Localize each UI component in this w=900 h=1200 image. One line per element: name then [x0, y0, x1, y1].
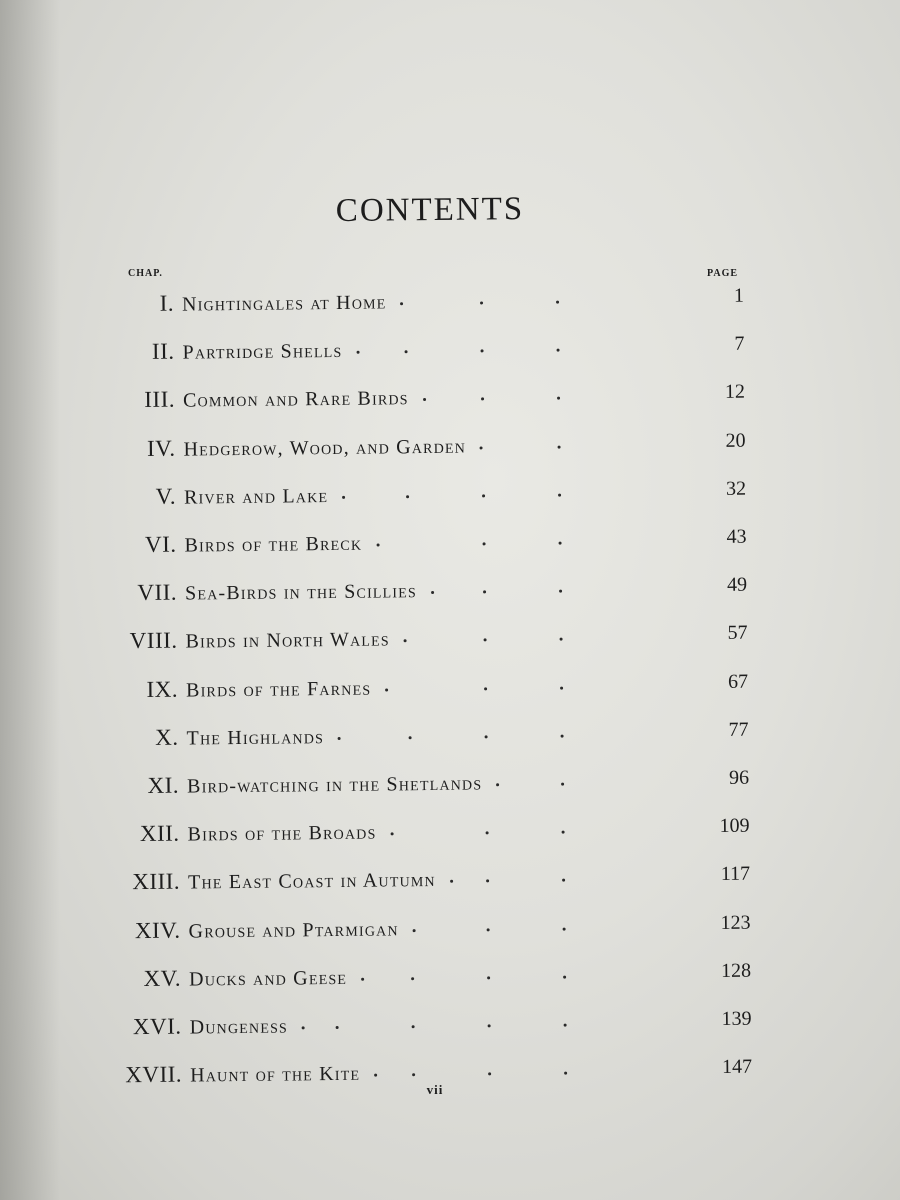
- leader-dot: [480, 446, 483, 449]
- toc-entry: [0, 717, 900, 766]
- leader-dot: [482, 494, 485, 497]
- leader-dot: [559, 590, 562, 593]
- chapter-numeral: XVI.: [132, 1013, 182, 1040]
- dot-leaders: [183, 382, 683, 417]
- leader-dot: [560, 638, 563, 641]
- leader-dot: [562, 831, 565, 834]
- toc-entry: [0, 283, 896, 332]
- chapter-numeral: II.: [151, 338, 175, 365]
- chapter-title: Ducks and Geese: [189, 966, 348, 991]
- leader-dot: [406, 495, 409, 498]
- toc-entry: [3, 1006, 900, 1055]
- leader-dot: [558, 493, 561, 496]
- leader-dot: [450, 880, 453, 883]
- dot-leaders: [189, 1008, 689, 1043]
- dot-leaders: [186, 719, 686, 754]
- page-number: 57: [727, 622, 748, 645]
- toc-entry: [1, 813, 900, 862]
- leader-dot: [486, 880, 489, 883]
- chapter-title: The East Coast in Autumn: [187, 869, 436, 894]
- page-number: 43: [726, 525, 747, 548]
- page-column-header: PAGE: [707, 268, 739, 279]
- chapter-numeral: XVII.: [125, 1061, 183, 1088]
- chapter-title: Birds of the Breck: [184, 532, 363, 557]
- leader-dot: [480, 301, 483, 304]
- leader-dot: [486, 832, 489, 835]
- page-number: 109: [719, 814, 750, 838]
- chapter-numeral: IV.: [146, 435, 176, 461]
- dot-leaders: [184, 478, 684, 513]
- toc-entry: [0, 331, 897, 380]
- leader-dot: [338, 737, 341, 740]
- chapter-column-header: CHAP.: [128, 268, 163, 279]
- page-number: 128: [720, 959, 752, 982]
- leader-dot: [409, 736, 412, 739]
- chapter-title: The Highlands: [186, 725, 325, 750]
- leader-dot: [487, 976, 490, 979]
- page-number: 96: [728, 766, 750, 789]
- chapter-numeral: XI.: [147, 772, 180, 798]
- page-folio: vii: [426, 1082, 444, 1097]
- chapter-title: River and Lake: [183, 484, 329, 509]
- page-number: 139: [721, 1007, 752, 1030]
- chapter-numeral: XV.: [143, 965, 182, 991]
- leader-dot: [484, 687, 487, 690]
- chapter-numeral: VIII.: [129, 628, 178, 654]
- chapter-title: Birds of the Broads: [187, 821, 377, 846]
- dot-leaders: [184, 526, 684, 561]
- leader-dot: [496, 783, 499, 786]
- leader-dot: [562, 879, 565, 882]
- leader-dot: [411, 977, 414, 980]
- leader-dot: [485, 735, 488, 738]
- page-number: 12: [724, 381, 746, 404]
- dot-leaders: [185, 575, 685, 610]
- leader-dot: [557, 397, 560, 400]
- toc-entry: [0, 428, 898, 477]
- leader-dot: [561, 734, 564, 737]
- chapter-numeral: XIII.: [132, 869, 181, 895]
- leader-dot: [487, 928, 490, 931]
- leader-dot: [556, 301, 559, 304]
- leader-dot: [431, 591, 434, 594]
- page-number: 7: [734, 332, 745, 355]
- leader-dot: [413, 929, 416, 932]
- leader-dot: [563, 927, 566, 930]
- chapter-numeral: X.: [155, 724, 179, 750]
- toc-entry: [0, 476, 898, 525]
- leader-dot: [558, 445, 561, 448]
- leader-dot: [404, 640, 407, 643]
- leader-dot: [361, 978, 364, 981]
- chapter-title: Dungeness: [189, 1015, 289, 1039]
- leader-dot: [488, 1073, 491, 1076]
- toc-entry: [0, 524, 899, 573]
- leader-dot: [559, 542, 562, 545]
- leader-dot: [391, 833, 394, 836]
- toc-entry: [3, 958, 900, 1007]
- chapter-numeral: III.: [144, 387, 176, 413]
- chapter-title: Birds of the Farnes: [185, 677, 372, 702]
- chapter-numeral: XIV.: [134, 917, 181, 943]
- page-number: 20: [725, 429, 746, 452]
- leader-dot: [336, 1026, 339, 1029]
- leader-dot: [374, 1074, 377, 1077]
- leader-dot: [412, 1073, 415, 1076]
- toc-entry: [2, 910, 900, 959]
- dot-leaders: [188, 912, 688, 947]
- page-title: CONTENTS: [335, 191, 525, 229]
- dot-leaders: [187, 815, 687, 850]
- chapter-numeral: XII.: [139, 820, 180, 847]
- leader-dot: [342, 496, 345, 499]
- leader-dot: [357, 351, 360, 354]
- page-number: 49: [726, 573, 748, 597]
- chapter-title: Sea-Birds in the Scillies: [184, 580, 418, 605]
- chapter-title: Partridge Shells: [182, 340, 343, 364]
- page-number: 1: [733, 284, 745, 307]
- chapter-numeral: V.: [155, 483, 177, 509]
- leader-dot: [302, 1026, 305, 1029]
- toc-entry: [1, 765, 900, 814]
- chapter-title: Nightingales at Home: [181, 291, 387, 316]
- chapter-numeral: VII.: [137, 579, 178, 606]
- leader-dot: [564, 1072, 567, 1075]
- toc-entry: [0, 379, 897, 428]
- leader-dot: [481, 350, 484, 353]
- leader-dot: [484, 639, 487, 642]
- leader-dot: [563, 975, 566, 978]
- leader-dot: [560, 686, 563, 689]
- toc-entry: [2, 861, 900, 910]
- leader-dot: [488, 1024, 491, 1027]
- dot-leaders: [189, 960, 689, 995]
- page-number: 77: [728, 718, 749, 741]
- leader-dot: [412, 1025, 415, 1028]
- chapter-title: Haunt of the Kite: [190, 1062, 361, 1087]
- page-number: 123: [720, 911, 751, 934]
- dot-leaders: [183, 430, 683, 465]
- chapter-title: Bird-watching in the Shetlands: [186, 772, 483, 798]
- chapter-numeral: I.: [159, 290, 175, 316]
- leader-dot: [423, 398, 426, 401]
- leader-dot: [405, 350, 408, 353]
- toc-entry: [0, 669, 900, 718]
- chapter-title: Hedgerow, Wood, and Garden: [183, 435, 467, 461]
- dot-leaders: [182, 285, 682, 320]
- dot-leaders: [188, 864, 688, 899]
- page-number: 32: [725, 477, 747, 500]
- page-number: 117: [720, 863, 751, 886]
- toc-entry: [0, 620, 900, 669]
- dot-leaders: [187, 767, 687, 802]
- dot-leaders: [182, 334, 682, 369]
- chapter-title: Birds in North Wales: [185, 628, 390, 653]
- leader-dot: [483, 542, 486, 545]
- leader-dot: [483, 591, 486, 594]
- chapter-numeral: IX.: [146, 676, 179, 702]
- leader-dot: [564, 1024, 567, 1027]
- chapter-title: Common and Rare Birds: [182, 387, 409, 412]
- leader-dot: [561, 783, 564, 786]
- chapter-title: Grouse and Ptarmigan: [188, 917, 399, 943]
- leader-dot: [385, 688, 388, 691]
- leader-dot: [377, 544, 380, 547]
- leader-dot: [557, 349, 560, 352]
- dot-leaders: [186, 671, 686, 706]
- page-number: 147: [721, 1055, 753, 1079]
- leader-dot: [400, 302, 403, 305]
- dot-leaders: [185, 623, 685, 658]
- page-number: 67: [727, 670, 749, 693]
- leader-dot: [481, 398, 484, 401]
- chapter-numeral: VI.: [144, 531, 177, 557]
- toc-entry: [0, 572, 899, 621]
